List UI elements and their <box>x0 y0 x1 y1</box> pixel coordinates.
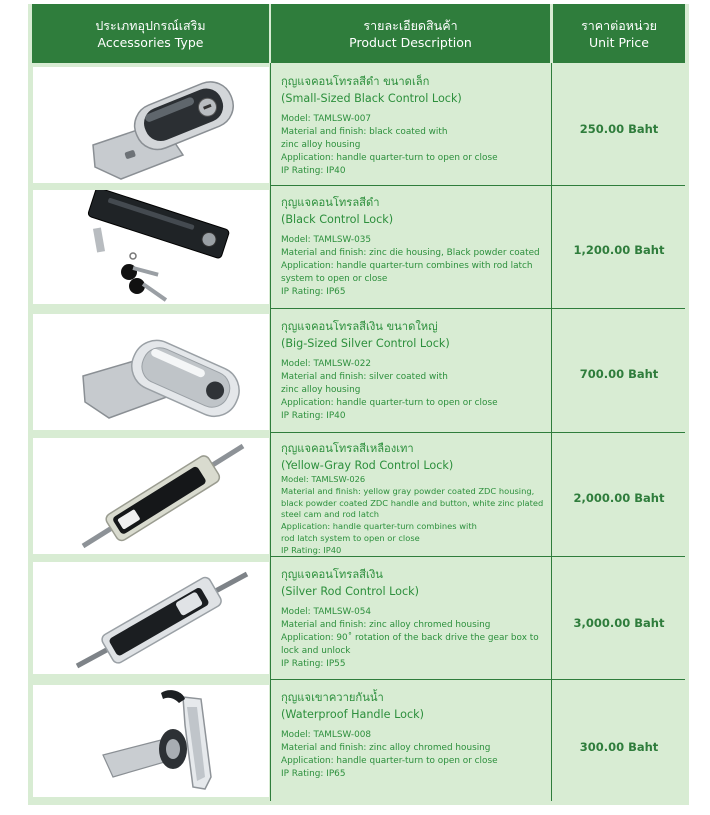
spec-line: IP Rating: IP55 <box>281 658 346 669</box>
unit-price: 250.00 Baht <box>579 122 659 136</box>
product-title-thai: กุญแจคอนโทรลสีเงิน <box>281 568 383 581</box>
header-col3-english: Unit Price <box>589 34 649 50</box>
spec-line: Material and finish: silver coated with <box>281 371 448 382</box>
spec-line: Material and finish: zinc alloy chromed housing <box>281 742 491 753</box>
product-description <box>281 566 549 671</box>
unit-price: 2,000.00 Baht <box>573 491 665 505</box>
table-row <box>28 683 689 803</box>
product-specs <box>281 358 549 423</box>
header-col2-thai: รายละเอียดสินค้า <box>363 17 458 33</box>
table-row <box>28 312 689 432</box>
product-specs <box>281 234 549 299</box>
waterproof-handle-lock-image <box>33 685 269 797</box>
product-title-english: (Silver Rod Control Lock) <box>281 585 419 598</box>
row-divider <box>271 432 685 433</box>
product-title-english: (Big-Sized Silver Control Lock) <box>281 337 450 350</box>
unit-price: 3,000.00 Baht <box>573 616 665 630</box>
header-col3-thai: ราคาต่อหน่วย <box>581 17 657 33</box>
header-unit-price <box>553 4 685 63</box>
spec-line: Material and finish: yellow gray powder coated ZDC housing, <box>281 485 535 496</box>
table-row <box>28 560 689 680</box>
header-accessories-type <box>32 4 269 63</box>
header-product-description <box>271 4 550 63</box>
table-row <box>28 188 689 308</box>
spec-line: Application: handle quarter-turn to open or close <box>281 397 498 408</box>
spec-line: lock and unlock <box>281 645 351 656</box>
unit-price: 300.00 Baht <box>579 740 659 754</box>
spec-line: Application: handle quarter-turn combines with <box>281 521 477 532</box>
spec-line: Model: TAMLSW-022 <box>281 359 372 369</box>
spec-line: system to open or close <box>281 273 388 284</box>
product-specs <box>281 113 549 178</box>
product-title-thai: กุญแจคอนโทรลสีดำ <box>281 196 380 209</box>
unit-price: 1,200.00 Baht <box>573 243 665 257</box>
header-col1-english: Accessories Type <box>97 34 204 50</box>
spec-line: Model: TAMLSW-035 <box>281 235 372 245</box>
table-row <box>28 436 689 556</box>
spec-line: Material and finish: zinc die housing, Black powder coated <box>281 247 540 258</box>
product-title-english: (Waterproof Handle Lock) <box>281 708 424 721</box>
spec-line: Application: handle quarter-turn to open or close <box>281 755 498 766</box>
product-title-thai: กุญแจคอนโทรลสีดำ ขนาดเล็ก <box>281 75 430 88</box>
product-description <box>281 318 549 423</box>
accessories-price-table <box>28 4 689 805</box>
spec-line: Model: TAMLSW-054 <box>281 607 372 617</box>
spec-line: zinc alloy housing <box>281 139 361 150</box>
product-title-thai: กุญแจคอนโทรลสีเงิน ขนาดใหญ่ <box>281 320 438 333</box>
product-title-english: (Yellow-Gray Rod Control Lock) <box>281 459 454 472</box>
spec-line: IP Rating: IP40 <box>281 410 346 421</box>
silver-control-lock-image <box>33 314 269 430</box>
spec-line: zinc alloy housing <box>281 384 361 395</box>
product-description <box>281 194 549 299</box>
spec-line: Application: handle quarter-turn combines with rod latch <box>281 260 533 271</box>
product-title-english: (Small-Sized Black Control Lock) <box>281 92 462 105</box>
row-divider <box>271 308 685 309</box>
spec-line: rod latch system to open or close <box>281 532 420 543</box>
product-specs <box>281 606 549 671</box>
spec-line: IP Rating: IP65 <box>281 768 346 779</box>
product-specs <box>281 729 549 781</box>
spec-line: Material and finish: zinc alloy chromed housing <box>281 619 491 630</box>
unit-price: 700.00 Baht <box>579 367 659 381</box>
product-description <box>281 689 549 781</box>
product-title-thai: กุญแจเขาควายกันน้ำ <box>281 691 384 704</box>
product-title-thai: กุญแจคอนโทรลสีเหลืองเทา <box>281 442 414 455</box>
spec-line: IP Rating: IP65 <box>281 286 346 297</box>
spec-line: IP Rating: IP40 <box>281 165 346 176</box>
product-title-english: (Black Control Lock) <box>281 213 394 226</box>
spec-line: Model: TAMLSW-008 <box>281 730 372 740</box>
header-col1-thai: ประเภทอุปกรณ์เสริม <box>95 17 206 33</box>
product-description <box>281 73 549 178</box>
silver-rod-lock-image <box>33 562 269 674</box>
row-divider <box>271 185 685 186</box>
header-col2-english: Product Description <box>349 34 472 50</box>
black-control-lock-image <box>33 67 269 183</box>
spec-line: Material and finish: black coated with <box>281 126 448 137</box>
yellow-gray-rod-lock-image <box>33 438 269 554</box>
spec-line: black powder coated ZDC handle and button, white zinc plated <box>281 497 544 508</box>
spec-line: Model: TAMLSW-026 <box>281 474 366 484</box>
product-specs <box>281 474 549 557</box>
spec-line: Model: TAMLSW-007 <box>281 114 372 124</box>
spec-line: steel cam and rod latch <box>281 509 380 520</box>
product-description <box>281 440 549 557</box>
table-row <box>28 67 689 185</box>
spec-line: Application: handle quarter-turn to open or close <box>281 152 498 163</box>
spec-line: IP Rating: IP40 <box>281 544 342 555</box>
black-lock-with-keys-image <box>33 190 269 304</box>
spec-line: Application: 90˚ rotation of the back drive the gear box to <box>281 632 539 643</box>
